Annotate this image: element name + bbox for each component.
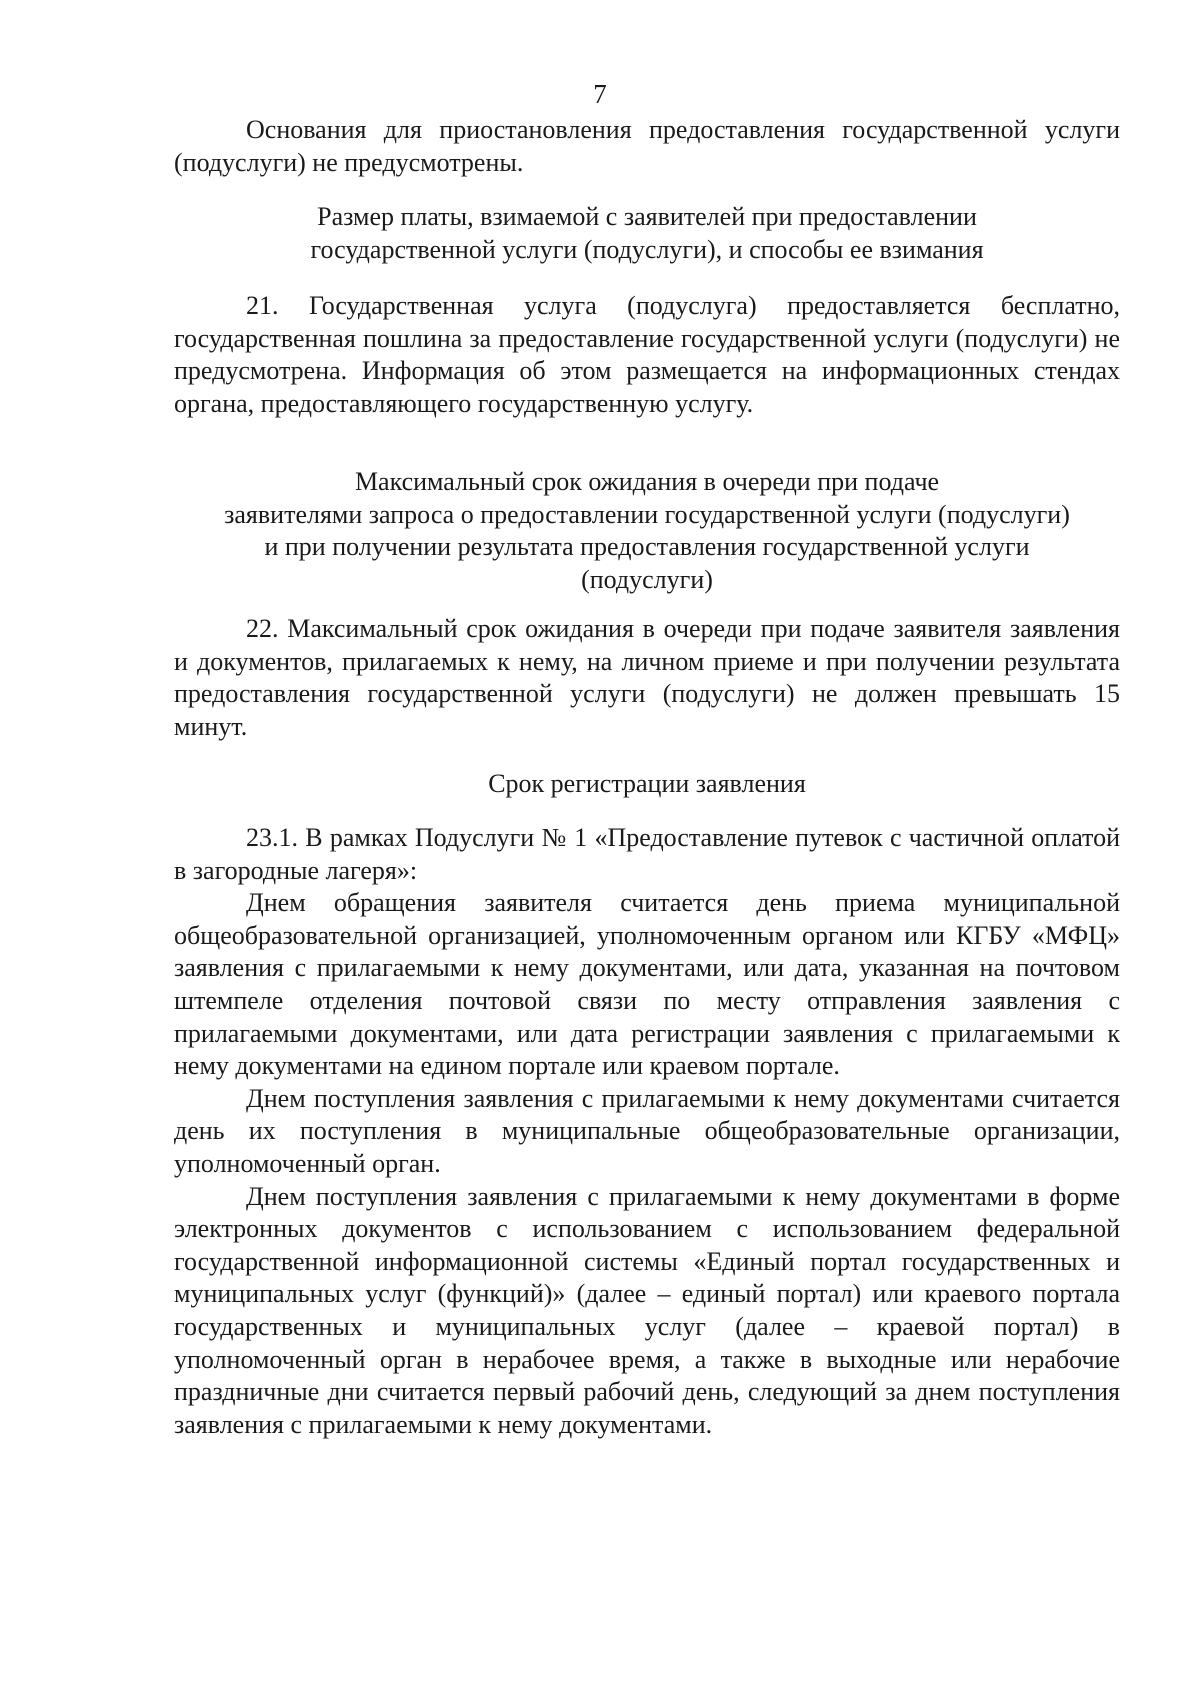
queue-heading-line-1: Максимальный срок ожидания в очереди при подаче <box>354 467 940 496</box>
paragraph-22-block <box>174 613 1120 743</box>
paragraph-day-of-receipt: Днем поступления заявления с прилагаемыми к нему документами считается день их поступления в муниципальные общеобразовательные организации, уполномоченный орган. <box>174 1083 1120 1178</box>
paragraph-21: 21. Государственная услуга (подуслуга) предоставляется бесплатно, государственная пошлина за предоставление государственной услуги (подуслуги) не предусмотрена. Информация об этом размещается на информационных стендах органа, предоставляющего государственную услугу. <box>174 291 1120 418</box>
registration-body <box>174 822 1120 1441</box>
queue-heading-line-2: заявителями запроса о предоставлении государственной услуги (подуслуги) <box>224 499 1070 529</box>
paragraph-21-block <box>174 290 1120 420</box>
fee-heading-line-1: Размер платы, взимаемой с заявителей при предоставлении <box>317 202 977 231</box>
queue-heading-line-4: (подуслуги) <box>581 564 713 594</box>
paragraph-23-1: 23.1. В рамках Подуслуги № 1 «Предоставление путевок с частичной оплатой в загородные лагеря»: <box>174 823 1120 885</box>
registration-heading-block <box>174 768 1120 801</box>
intro-paragraph: Основания для приостановления предоставления государственной услуги (подуслуги) не предусмотрены. <box>174 115 1120 177</box>
registration-heading: Срок регистрации заявления <box>488 769 806 798</box>
paragraph-day-of-application: Днем обращения заявителя считается день приема муниципальной общеобразовательной организацией, уполномоченным органом или КГБУ «МФЦ» заявления с прилагаемыми к нему документами, или дата, указанная на почтовом штемпеле отделения почтовой связи по месту отправления заявления с прилагаемыми документами, или дата регистрации заявления с прилагаемыми к нему документами на едином портале или краевом портале. <box>174 888 1120 1081</box>
fee-heading <box>174 201 1120 266</box>
page-number: 7 <box>593 79 607 109</box>
paragraph-22: 22. Максимальный срок ожидания в очереди при подаче заявителя заявления и документов, прилагаемых к нему, на личном приеме и при получении результата предоставления государственной услуги (подуслуги) не должен превышать 15 минут. <box>174 614 1120 741</box>
queue-heading-line-3: и при получении результата предоставления государственной услуги <box>264 532 1030 562</box>
paragraph-electronic: Днем поступления заявления с прилагаемыми к нему документами в форме электронных документов с использованием с использованием федеральной государственной информационной системы «Единый портал государственных и муниципальных услуг (функций)» (далее – единый портал) или краевого портала государственных и муниципальных услуг (далее – краевой портал) в уполномоченный орган в нерабочее время, а также в выходные или нерабочие праздничные дни считается первый рабочий день, следующий за днем поступления заявления с прилагаемыми к нему документами. <box>174 1181 1120 1439</box>
queue-heading <box>174 466 1120 596</box>
intro-block <box>174 114 1120 179</box>
fee-heading-line-2: государственной услуги (подуслуги), и способы ее взимания <box>310 234 984 264</box>
